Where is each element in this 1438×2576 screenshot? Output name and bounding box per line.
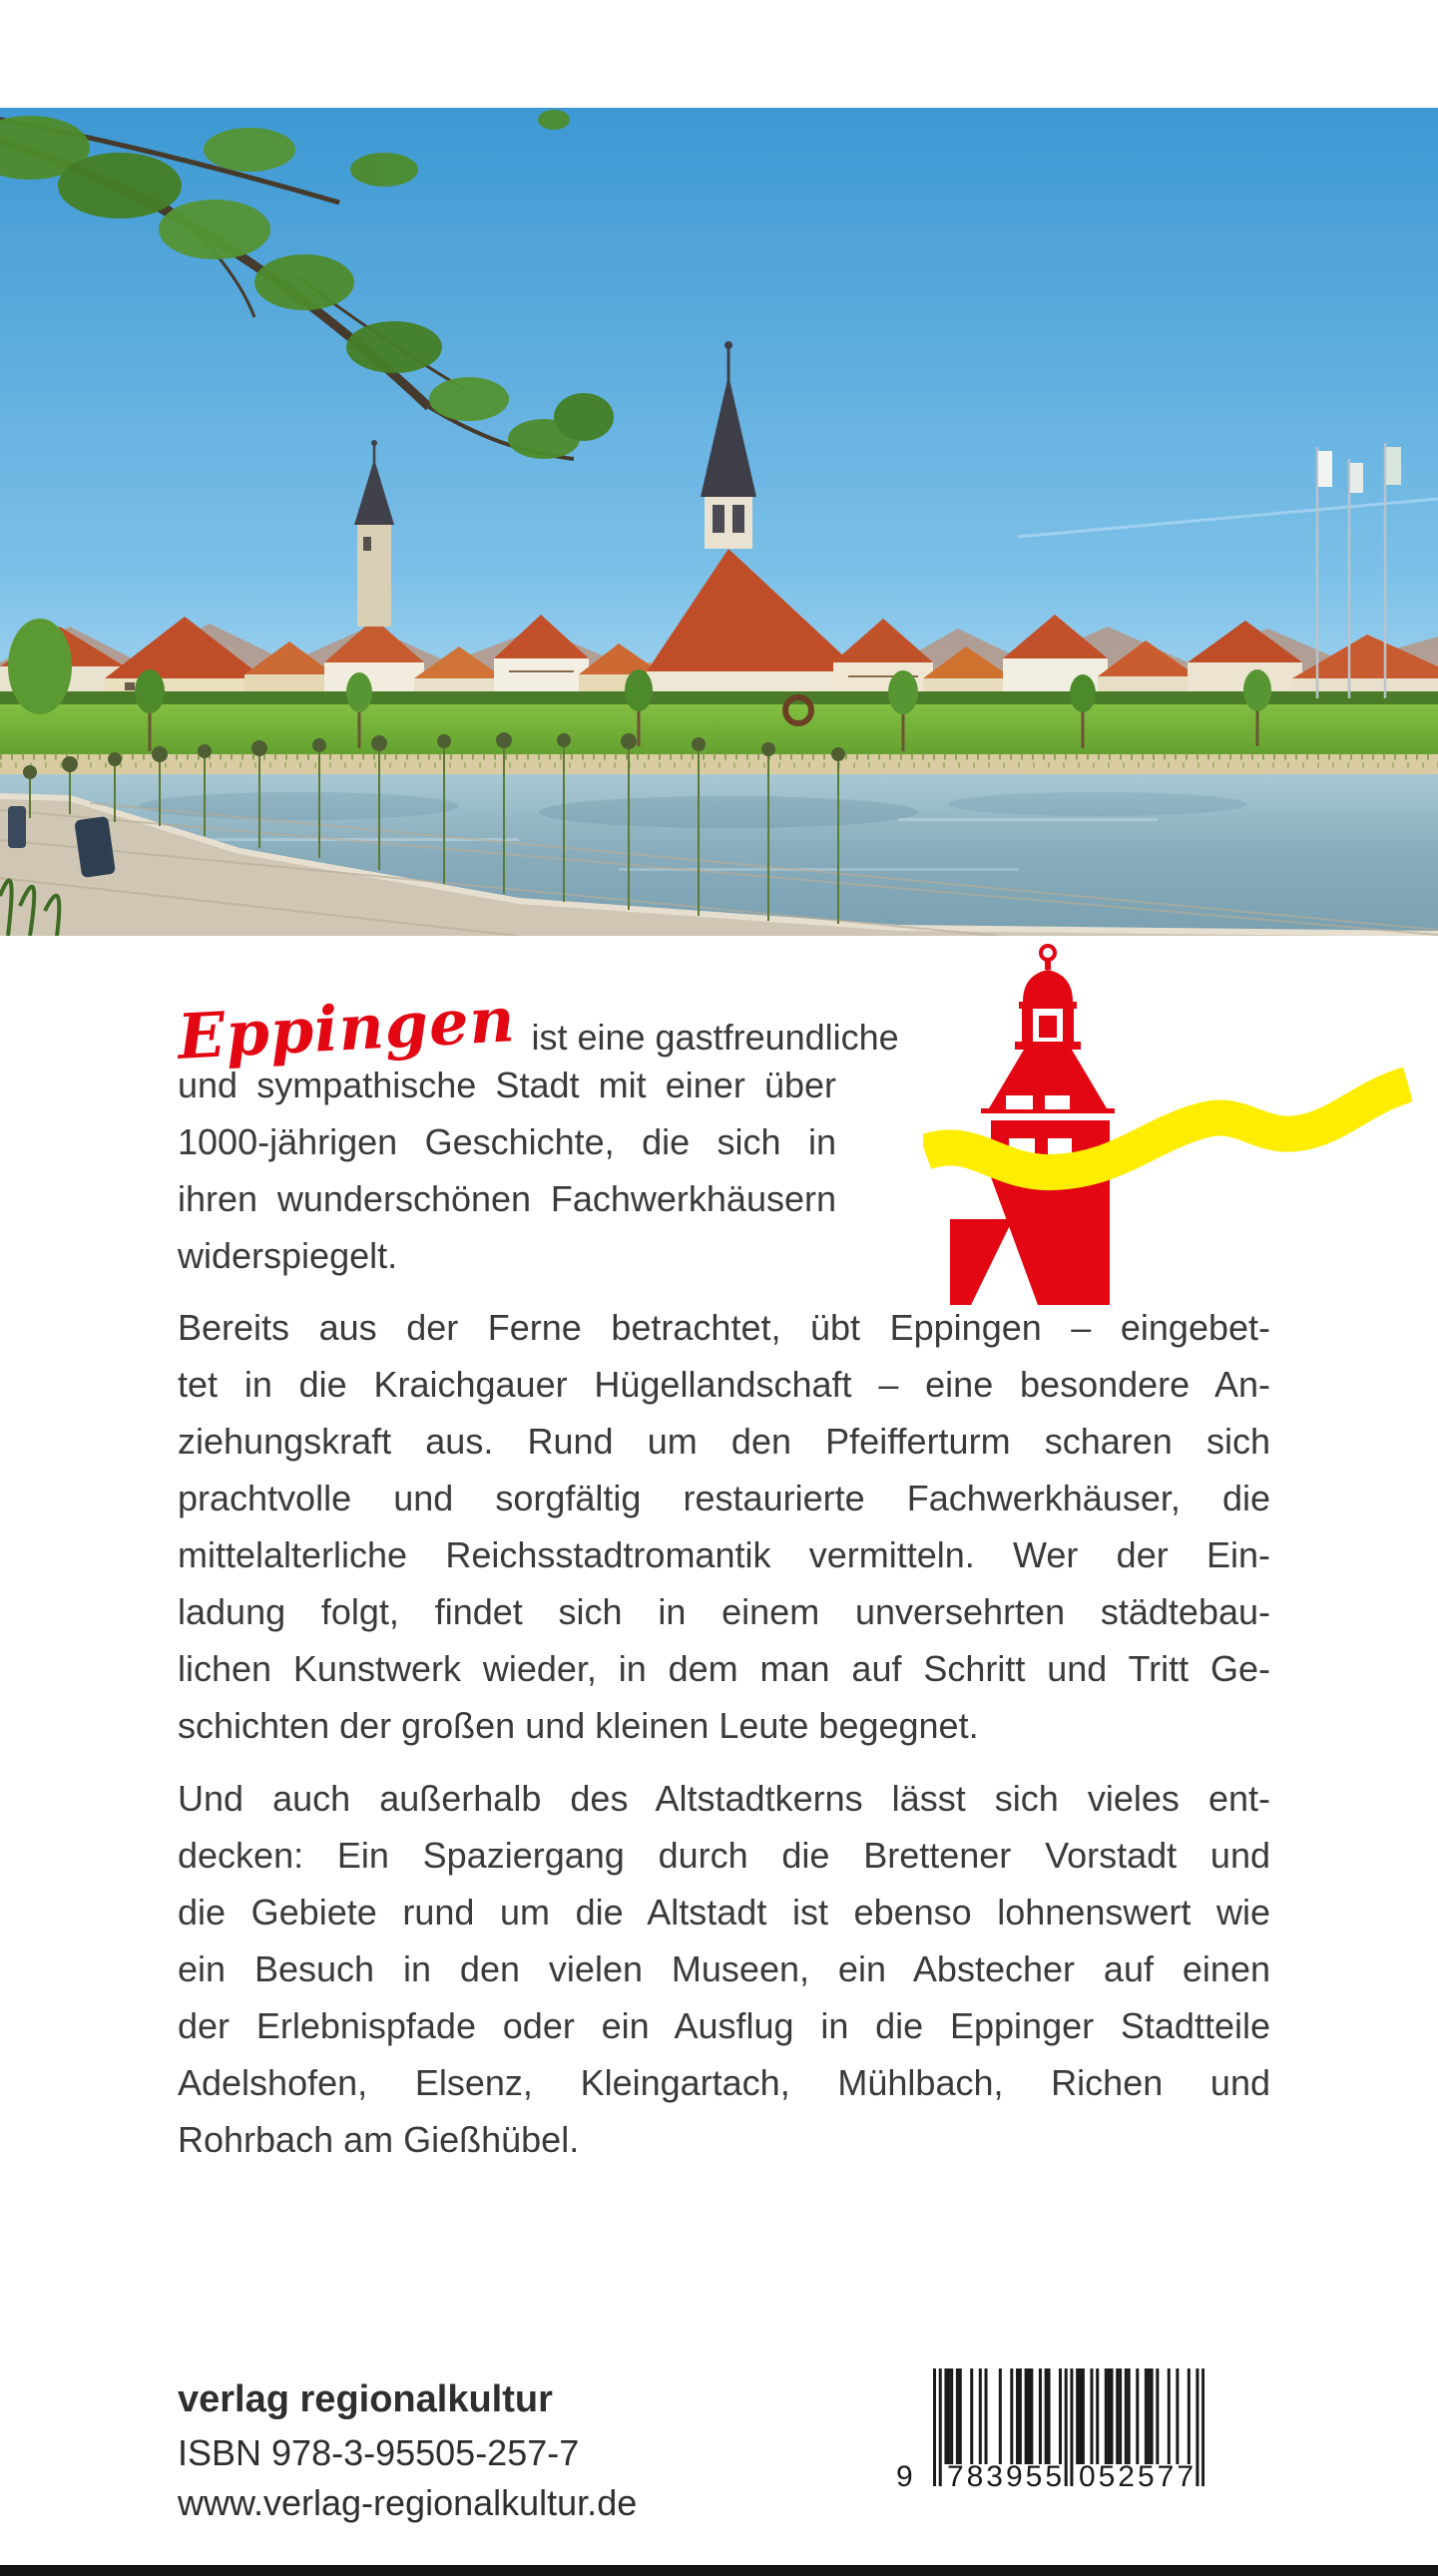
barcode-bar (1019, 2368, 1022, 2464)
intro-line: widerspiegelt. (178, 1235, 398, 1276)
barcode-bar (1119, 2368, 1122, 2464)
barcode-bar (999, 2368, 1002, 2464)
barcode-bar (1079, 2368, 1082, 2464)
barcode-bar (1027, 2368, 1030, 2464)
barcode-digit-prefix: 9 (896, 2460, 913, 2493)
text-line: ziehungskraft aus. Rund um den Pfeifferturm scharen sich (178, 1421, 1270, 1462)
text-line: Bereits aus der Ferne betrachtet, übt Eppingen – eingebet- (178, 1307, 1270, 1348)
barcode-bar (1010, 2368, 1013, 2464)
text-line: ein Besuch in den vielen Museen, ein Abstecher auf einen (178, 1948, 1270, 1989)
barcode-bar (1025, 2368, 1028, 2464)
publisher-name: verlag regionalkultur (178, 2378, 553, 2420)
barcode-bar (985, 2368, 988, 2464)
barcode-digits-left: 783955 (946, 2460, 1066, 2493)
barcode-digits-right: 052577 (1078, 2460, 1198, 2493)
barcode-bar (947, 2368, 950, 2464)
barcode-bar (1082, 2368, 1085, 2464)
body-paragraph-1 (178, 1299, 1270, 1754)
text-line: schichten der großen und kleinen Leute begegnet. (178, 1705, 979, 1746)
barcode-bar (956, 2368, 959, 2464)
text-line: ladung folgt, findet sich in einem unversehrten städtebau- (178, 1591, 1270, 1632)
barcode-bar (1096, 2368, 1099, 2464)
barcode-bar (1048, 2368, 1051, 2464)
body-paragraph-2 (178, 1770, 1270, 2168)
eppingen-tower-logo (923, 943, 1412, 1307)
text-line: Adelshofen, Elsenz, Kleingartach, Mühlbach, Richen und (178, 2062, 1270, 2103)
barcode-bar (1090, 2368, 1093, 2464)
barcode-bar (933, 2368, 936, 2486)
page-bottom-edge (0, 2565, 1438, 2576)
text-line: lichen Kunstwerk wieder, in dem man auf Schritt und Tritt Ge- (178, 1648, 1270, 1689)
barcode-bar (944, 2368, 947, 2464)
barcode-bar (970, 2368, 973, 2464)
cover-photo (0, 108, 1438, 936)
text-line: der Erlebnispfade oder ein Ausflug in die Eppinger Stadtteile (178, 2005, 1270, 2046)
barcode-bar (959, 2368, 962, 2464)
text-line: prachtvolle und sorgfältig restaurierte Fachwerkhäuser, die (178, 1478, 1270, 1518)
barcode-bar (950, 2368, 953, 2464)
intro-line: und sympathische Stadt mit einer über (178, 1065, 836, 1105)
pfeifferturm-icon (950, 946, 1115, 1305)
barcode-bar (1176, 2368, 1179, 2464)
barcode-bar (1111, 2368, 1114, 2464)
intro-paragraph (176, 983, 899, 1284)
intro-line: 1000-jährigen Geschichte, die sich in (178, 1121, 836, 1162)
text-line: decken: Ein Spaziergang durch die Brettener Vorstadt und (178, 1835, 1270, 1876)
barcode-bar (1059, 2368, 1062, 2464)
barcode-bar (1116, 2368, 1119, 2464)
barcode-bar (1148, 2368, 1151, 2464)
barcode-bar (1045, 2368, 1048, 2464)
barcode-bar (1105, 2368, 1108, 2464)
eppingen-script-title: Eppingen (176, 983, 518, 1073)
barcode-bar (1076, 2368, 1079, 2464)
text-line: die Gebiete rund um die Altstadt ist ebenso lohnenswert wie (178, 1892, 1270, 1932)
publisher-website: www.verlag-regionalkultur.de (178, 2482, 638, 2523)
barcode-bar (1128, 2368, 1131, 2464)
barcode-bar (1108, 2368, 1111, 2464)
text-line: tet in die Kraichgauer Hügellandschaft – eine besondere An- (178, 1364, 1270, 1405)
barcode-bar (1168, 2368, 1171, 2464)
barcode-bar (939, 2368, 942, 2486)
intro-line: ihren wunderschönen Fachwerkhäusern (178, 1178, 836, 1219)
barcode-bar (1151, 2368, 1154, 2464)
text-line: mittelalterliche Reichsstadtromantik vermitteln. Wer der Ein- (178, 1534, 1270, 1575)
lawn (0, 704, 1438, 762)
barcode-bar (1156, 2368, 1159, 2464)
isbn-number: ISBN 978-3-95505-257-7 (178, 2432, 580, 2473)
barcode-bar (1030, 2368, 1033, 2464)
barcode-bar (1070, 2368, 1073, 2486)
barcode-bar (1145, 2368, 1148, 2464)
intro-line: Eppingen ist eine gastfreundliche (176, 983, 899, 1073)
barcode-bar (1125, 2368, 1128, 2464)
barcode-bar (1201, 2368, 1204, 2486)
text-line: Und auch außerhalb des Altstadtkerns lässt sich vieles ent- (178, 1778, 1270, 1819)
barcode-bar (1136, 2368, 1139, 2464)
text-line: Rohrbach am Gießhübel. (178, 2119, 580, 2160)
barcode-bar (1016, 2368, 1019, 2464)
barcode-bar (1188, 2368, 1191, 2464)
barcode-bar (1039, 2368, 1042, 2464)
barcode-bar (979, 2368, 982, 2464)
